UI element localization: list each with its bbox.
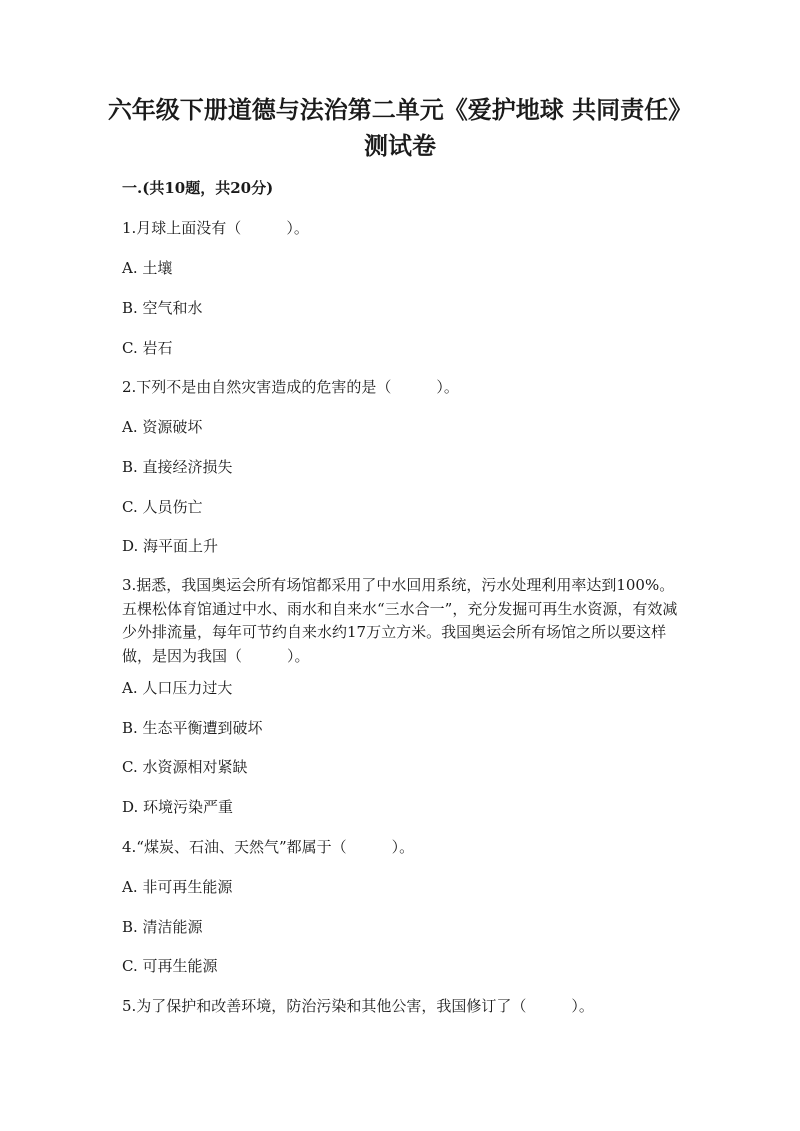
question-2-stem: 2.下列不是由自然灾害造成的危害的是（ ）。 bbox=[122, 378, 459, 396]
question-3-stem: 3.据悉，我国奥运会所有场馆都采用了中水回用系统，污水处理利用率达到100%。五棵松体育馆通过中水、雨水和自来水“三水合一”，充分发掘可再生水资源，有效减少外排流量，每年可节约自来水约17万立方米。我国奥运会所有场馆之所以要这样做，是因为我国（ ）。 bbox=[122, 576, 678, 665]
question-5-stem: 5.为了保护和改善环境，防治污染和其他公害，我国修订了（ ）。 bbox=[122, 997, 594, 1015]
question-4-stem: 4.“煤炭、石油、天然气”都属于（ ）。 bbox=[122, 838, 415, 856]
question-1-option-a: A. 土壤 bbox=[122, 259, 173, 277]
question-3-option-a: A. 人口压力过大 bbox=[122, 679, 233, 697]
question-1-option-b: B. 空气和水 bbox=[122, 299, 203, 317]
question-2-option-b: B. 直接经济损失 bbox=[122, 458, 233, 476]
question-1-option-c: C. 岩石 bbox=[122, 339, 173, 357]
question-4-option-b: B. 清洁能源 bbox=[122, 918, 203, 936]
question-2-option-c: C. 人员伤亡 bbox=[122, 498, 203, 516]
page-title: 六年级下册道德与法治第二单元《爱护地球 共同责任》测试卷 bbox=[107, 95, 693, 160]
question-3-option-b: B. 生态平衡遭到破坏 bbox=[122, 719, 263, 737]
question-3-option-c: C. 水资源相对紧缺 bbox=[122, 758, 248, 776]
question-4-option-a: A. 非可再生能源 bbox=[122, 878, 233, 896]
section-heading: 一.(共10题，共20分) bbox=[122, 179, 274, 197]
question-4-option-c: C. 可再生能源 bbox=[122, 957, 218, 975]
question-2-option-a: A. 资源破坏 bbox=[122, 418, 203, 436]
question-2-option-d: D. 海平面上升 bbox=[122, 537, 219, 555]
question-1-stem: 1.月球上面没有（ ）。 bbox=[122, 219, 309, 237]
question-3-option-d: D. 环境污染严重 bbox=[122, 798, 234, 816]
